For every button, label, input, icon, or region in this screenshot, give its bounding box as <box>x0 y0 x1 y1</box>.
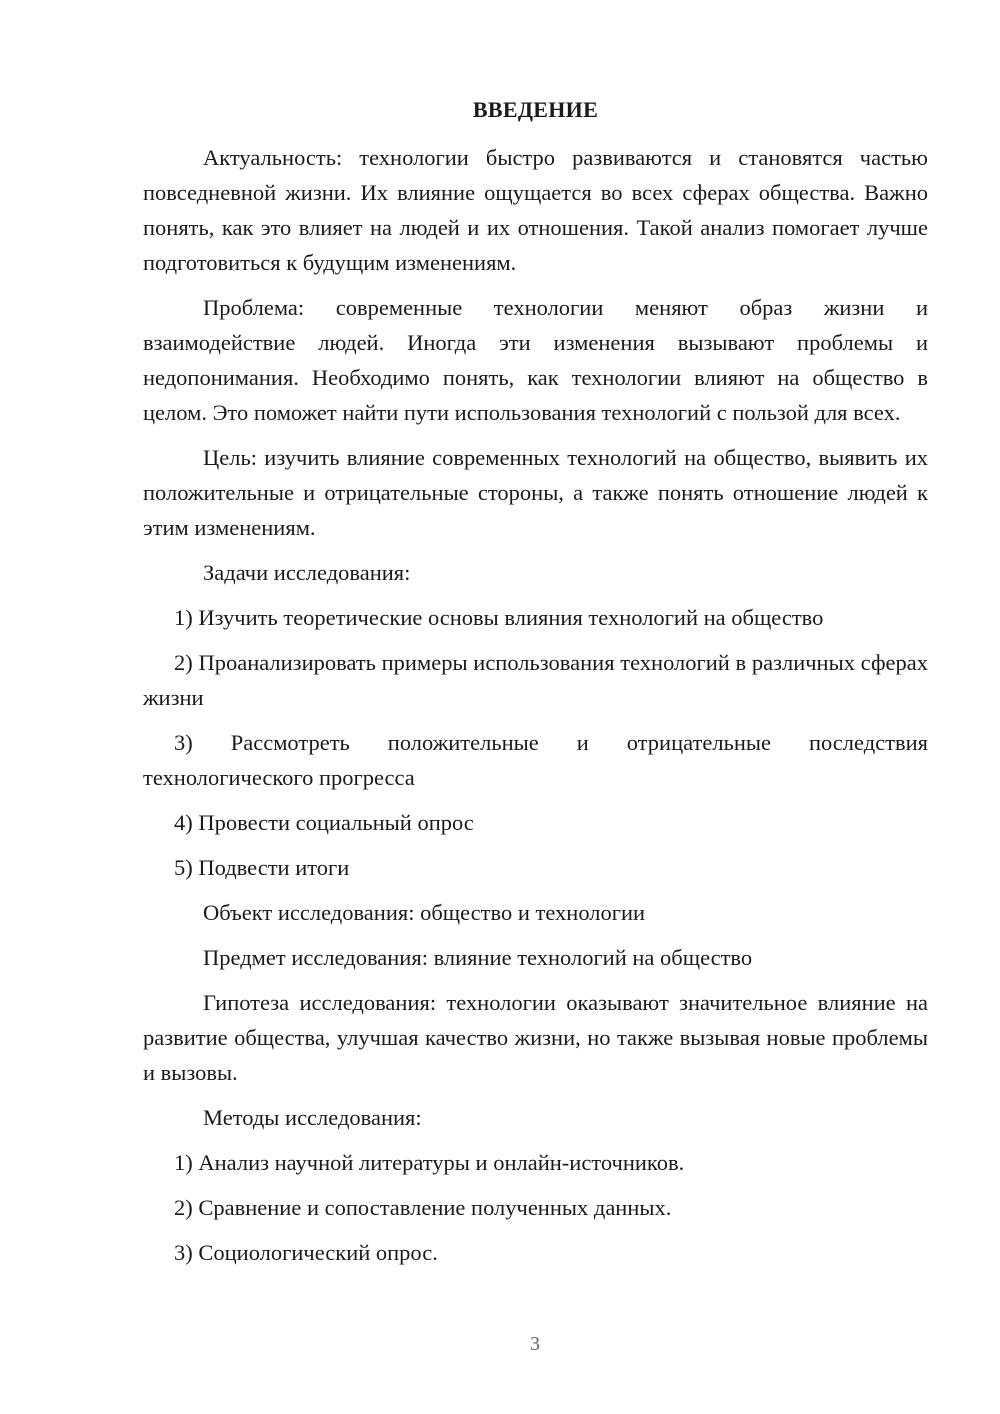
page-number: 3 <box>530 1333 540 1355</box>
document-page <box>143 92 928 1280</box>
method-item-2: 2) Сравнение и сопоставление полученных данных. <box>174 1195 672 1220</box>
task-item-4: 4) Провести социальный опрос <box>174 810 474 835</box>
task-item-1: 1) Изучить теоретические основы влияния технологий на общество <box>174 605 824 630</box>
problem-paragraph: Проблема: современные технологии меняют образ жизни и взаимодействие людей. Иногда эти изменения вызывают проблемы и недопонимания. Необходимо понять, как технологии влияют на общество в целом. Это поможет найти пути использования технологий с пользой для всех. <box>143 295 928 425</box>
relevance-paragraph: Актуальность: технологии быстро развиваются и становятся частью повседневной жизни. Их влияние ощущается во всех сферах общества. Важно понять, как это влияет на людей и их отношения. Такой анализ помогает лучше подготовиться к будущим изменениям. <box>143 145 928 275</box>
hypothesis-paragraph: Гипотеза исследования: технологии оказывают значительное влияние на развитие общества, улучшая качество жизни, но также вызывая новые проблемы и вызовы. <box>143 990 928 1085</box>
subject-paragraph: Предмет исследования: влияние технологий на общество <box>203 945 753 970</box>
object-paragraph: Объект исследования: общество и технологии <box>203 900 646 925</box>
method-item-3: 3) Социологический опрос. <box>174 1240 438 1265</box>
task-item-3: 3) Рассмотреть положительные и отрицательные последствия технологического прогресса <box>143 730 928 790</box>
tasks-heading: Задачи исследования: <box>203 560 411 585</box>
task-item-5: 5) Подвести итоги <box>174 855 350 880</box>
method-item-1: 1) Анализ научной литературы и онлайн-источников. <box>174 1150 685 1175</box>
section-title: ВВЕДЕНИЕ <box>472 97 599 122</box>
methods-heading: Методы исследования: <box>203 1105 422 1130</box>
goal-paragraph: Цель: изучить влияние современных технологий на общество, выявить их положительные и отрицательные стороны, а также понять отношение людей к этим изменениям. <box>143 445 928 540</box>
task-item-2: 2) Проанализировать примеры использования технологий в различных сферах жизни <box>143 650 928 710</box>
